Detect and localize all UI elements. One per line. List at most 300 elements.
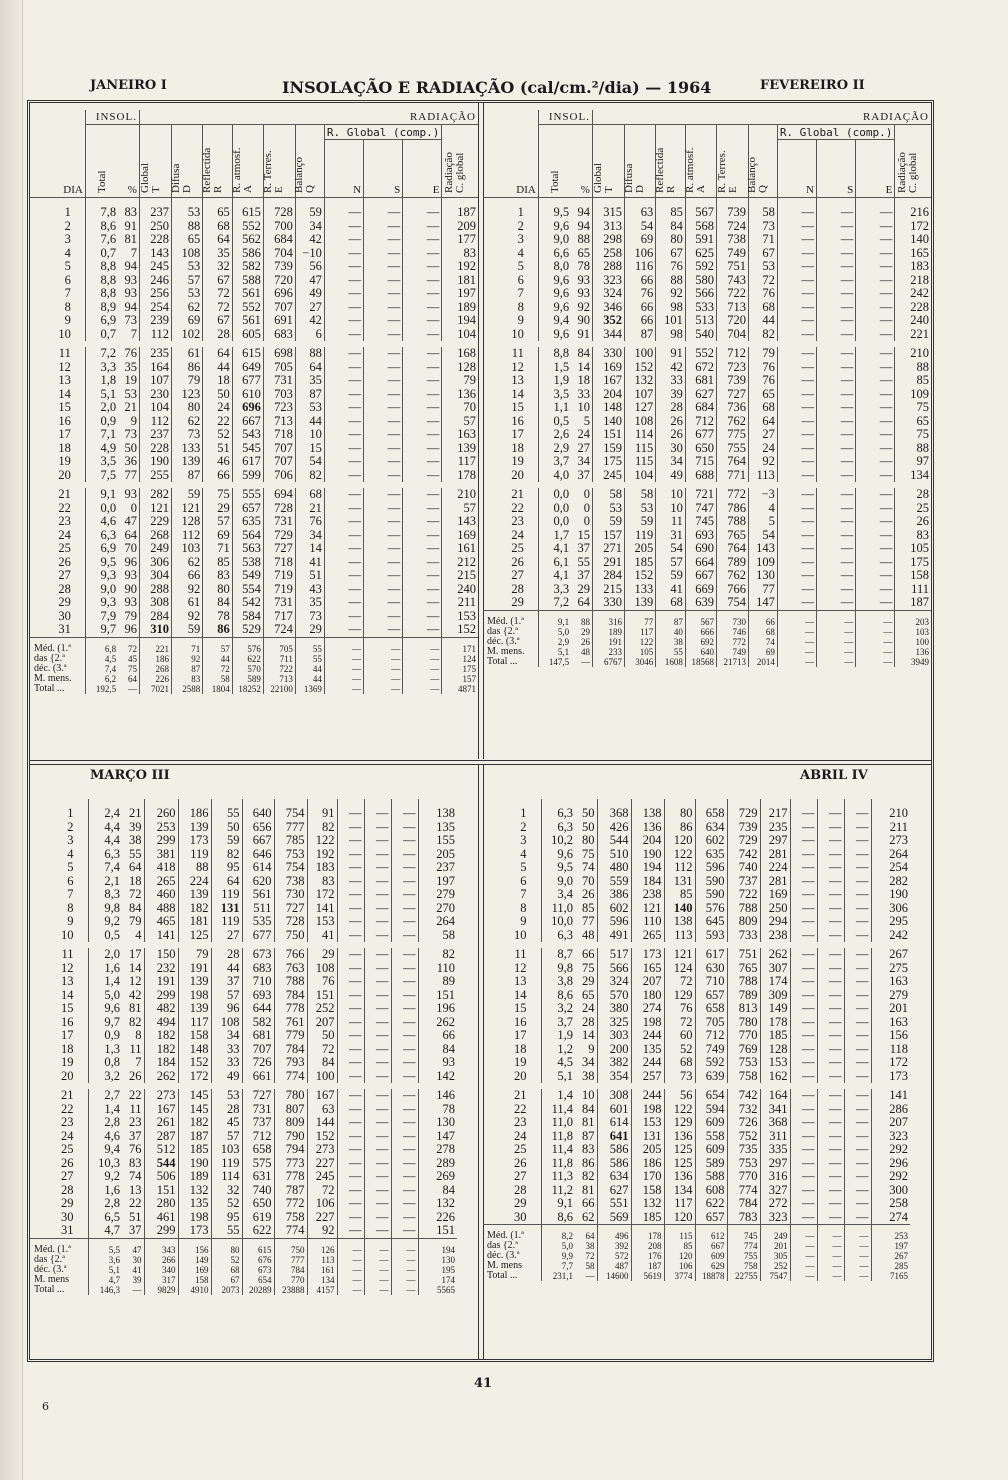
day-cell: 4	[520, 846, 527, 861]
value-cell: 151	[144, 1184, 178, 1198]
value-cell: —	[324, 233, 363, 247]
value-cell: 79	[124, 608, 137, 623]
value-cell: 644	[242, 1002, 274, 1016]
value-cell: —	[324, 583, 363, 597]
summary-value: —	[364, 1238, 391, 1255]
value-cell: 90	[124, 581, 137, 596]
value-cell: −3	[749, 488, 778, 502]
summary-value: —	[817, 657, 856, 667]
value-cell: 7,2	[85, 347, 118, 361]
value-cell: —	[844, 915, 871, 929]
value-cell: 9,6	[538, 220, 571, 234]
value-cell: —	[324, 401, 363, 415]
value-cell: 79	[178, 948, 211, 962]
day-cell: 10	[61, 927, 74, 942]
summary-value: —	[790, 1271, 817, 1281]
value-cell: —	[391, 799, 418, 821]
summary-value: 622	[232, 654, 263, 664]
value-cell: —	[856, 247, 895, 261]
value-cell: 121	[139, 502, 171, 516]
day-cell: 20	[58, 467, 71, 482]
value-cell: 153	[760, 1056, 790, 1070]
table-row	[30, 328, 478, 342]
value-cell: 122	[664, 1103, 695, 1117]
value-cell: 1,9	[538, 374, 571, 388]
value-cell: 304	[139, 569, 171, 583]
value-cell: 1,4	[88, 975, 122, 989]
summary-label: das {2.ª	[34, 1253, 65, 1265]
value-cell: 274	[631, 1002, 664, 1016]
summary-value: —	[391, 1238, 418, 1255]
summary-row	[483, 610, 931, 627]
summary-value: 7547	[760, 1271, 790, 1281]
summary-value: 4,7	[88, 1275, 122, 1285]
value-cell: 1,6	[88, 962, 122, 976]
value-cell: 794	[274, 1143, 307, 1157]
value-cell: —	[391, 1089, 418, 1103]
value-cell: 21	[124, 400, 137, 414]
value-cell: 82	[749, 328, 778, 342]
value-cell: —	[337, 1130, 364, 1144]
summary-value: 615	[242, 1238, 274, 1255]
summary-value: 1369	[295, 684, 324, 694]
value-cell: 257	[631, 1070, 664, 1084]
value-cell: 10	[577, 400, 590, 414]
value-cell: 130	[749, 569, 778, 583]
table-row	[483, 1184, 910, 1198]
value-cell: 13	[129, 1182, 142, 1197]
value-cell: 280	[144, 1197, 178, 1211]
value-cell: 85	[582, 900, 595, 915]
value-cell: —	[324, 529, 363, 543]
value-cell: 148	[178, 1043, 211, 1057]
value-cell: —	[817, 502, 856, 516]
summary-value: 305	[760, 1251, 790, 1261]
value-cell: 150	[144, 948, 178, 962]
value-cell: 52	[203, 428, 232, 442]
value-cell: 69	[172, 314, 203, 328]
summary-value: 784	[274, 1265, 307, 1275]
value-cell: 713	[263, 415, 295, 429]
value-cell: 286	[871, 1103, 910, 1117]
summary-value: 609	[695, 1251, 727, 1261]
value-cell: —	[337, 915, 364, 929]
value-cell: —	[817, 361, 856, 375]
value-cell: —	[856, 274, 895, 288]
value-cell: 163	[871, 1016, 910, 1030]
value-cell: 38	[582, 1068, 595, 1083]
summary-value: —	[364, 664, 403, 674]
value-cell: 24	[577, 427, 590, 441]
value-cell: 148	[592, 401, 624, 415]
value-cell: 80	[203, 583, 232, 597]
value-cell: —	[790, 1029, 817, 1043]
table-row	[30, 1016, 457, 1030]
summary-value: 4,5	[85, 654, 118, 664]
value-cell: 133	[625, 583, 656, 597]
value-cell: 211	[442, 596, 478, 610]
value-cell: 138	[418, 799, 457, 821]
value-cell: —	[817, 1043, 844, 1057]
value-cell: —	[856, 347, 895, 361]
value-cell: 162	[760, 1070, 790, 1084]
value-cell: —	[790, 1070, 817, 1084]
summary-value: 267	[871, 1251, 910, 1261]
value-cell: 92	[172, 610, 203, 624]
summary-value: —	[127, 683, 137, 694]
value-cell: 37	[129, 1128, 142, 1143]
value-cell: 182	[144, 1029, 178, 1043]
value-cell: 777	[274, 821, 307, 835]
value-cell: —	[364, 428, 403, 442]
summary-row	[483, 1225, 910, 1242]
value-cell: 112	[172, 529, 203, 543]
value-cell: 57	[442, 415, 478, 429]
value-cell: 580	[685, 274, 716, 288]
value-cell: 545	[232, 442, 263, 456]
value-cell: 1,9	[541, 1029, 575, 1043]
value-cell: —	[391, 1197, 418, 1211]
value-cell: 50	[124, 440, 137, 455]
value-cell: 196	[418, 1002, 457, 1016]
value-cell: 124	[664, 962, 695, 976]
value-cell: 535	[242, 915, 274, 929]
value-cell: —	[337, 1197, 364, 1211]
table-row	[30, 529, 478, 543]
value-cell: 710	[695, 975, 727, 989]
value-cell: 551	[597, 1197, 631, 1211]
value-cell: 65	[749, 388, 778, 402]
value-cell: —	[403, 515, 442, 529]
summary-value: —	[844, 1271, 871, 1281]
value-cell: —	[337, 1089, 364, 1103]
table-row	[483, 556, 931, 570]
summary-value: —	[844, 1261, 871, 1271]
column-header-reflectida: Reflectida R	[203, 125, 232, 198]
summary-value: 92	[172, 654, 203, 664]
value-cell: 142	[418, 1070, 457, 1084]
value-cell: 197	[442, 287, 478, 301]
value-cell: 59	[172, 623, 203, 637]
value-cell: 224	[178, 875, 211, 889]
day-cell: 17	[511, 427, 524, 441]
value-cell: 47	[295, 274, 324, 288]
summary-value: 777	[274, 1255, 307, 1265]
value-cell: 656	[242, 821, 274, 835]
value-cell: 194	[442, 314, 478, 328]
value-cell: —	[777, 515, 816, 529]
value-cell: —	[844, 1016, 871, 1030]
value-cell: 55	[211, 1224, 242, 1238]
value-cell: 242	[871, 929, 910, 943]
value-cell: —	[391, 1170, 418, 1184]
value-cell: —	[790, 799, 817, 821]
value-cell: 7,8	[85, 198, 118, 220]
value-cell: —	[777, 556, 816, 570]
day-cell: 24	[61, 1128, 74, 1143]
value-cell: 6,6	[538, 247, 571, 261]
value-cell: 35	[295, 596, 324, 610]
value-cell: 635	[232, 515, 263, 529]
summary-label: déc. (3.ª	[34, 662, 67, 674]
value-cell: —	[403, 469, 442, 483]
summary-label: Total ...	[34, 1283, 65, 1295]
value-cell: —	[817, 455, 856, 469]
value-cell: 4,0	[538, 469, 571, 483]
summary-value: 187	[631, 1261, 664, 1271]
value-cell: 309	[760, 989, 790, 1003]
value-cell: —	[324, 328, 363, 342]
value-cell: 96	[211, 1002, 242, 1016]
summary-value: —	[844, 1251, 871, 1261]
value-cell: 755	[717, 442, 749, 456]
value-cell: 108	[211, 1016, 242, 1030]
value-cell: —	[337, 1043, 364, 1057]
day-cell: 2	[520, 819, 527, 834]
value-cell: 306	[139, 556, 171, 570]
value-cell: 719	[263, 569, 295, 583]
value-cell: 271	[592, 542, 624, 556]
value-cell: 809	[727, 915, 760, 929]
summary-value: 5,0	[538, 627, 571, 637]
day-cell: 22	[61, 1101, 74, 1116]
value-cell: 252	[307, 1002, 337, 1016]
value-cell: —	[817, 428, 856, 442]
value-cell: —	[324, 442, 363, 456]
table-row	[483, 1143, 910, 1157]
value-cell: 299	[144, 989, 178, 1003]
value-cell: 116	[625, 260, 656, 274]
summary-value: 589	[232, 674, 263, 684]
value-cell: 554	[232, 583, 263, 597]
table-row	[483, 347, 931, 361]
day-cell: 18	[58, 440, 71, 455]
table-row	[30, 583, 478, 597]
value-cell: 625	[685, 247, 716, 261]
value-cell: 270	[418, 902, 457, 916]
value-cell: 163	[871, 975, 910, 989]
value-cell: 14	[577, 359, 590, 374]
value-cell: 189	[442, 301, 478, 315]
value-cell: 52	[664, 1043, 695, 1057]
value-cell: 122	[664, 848, 695, 862]
value-cell: 11,4	[541, 1143, 575, 1157]
value-cell: 62	[172, 556, 203, 570]
value-cell: —	[364, 442, 403, 456]
value-cell: —	[403, 388, 442, 402]
value-cell: 460	[144, 888, 178, 902]
value-cell: —	[777, 220, 816, 234]
table-row	[30, 198, 478, 220]
value-cell: 563	[232, 542, 263, 556]
value-cell: —	[817, 529, 856, 543]
summary-value: —	[403, 637, 442, 654]
day-cell: 15	[511, 400, 524, 414]
table-row	[30, 556, 478, 570]
value-cell: 11,8	[541, 1130, 575, 1144]
value-cell: 65	[172, 233, 203, 247]
summary-value: 570	[232, 664, 263, 674]
value-cell: 106	[307, 1197, 337, 1211]
value-cell: 87	[625, 328, 656, 342]
table-row	[30, 260, 478, 274]
day-cell: 26	[514, 1155, 527, 1170]
column-group-rglobal: R. Global (comp.)	[777, 125, 895, 140]
day-cell: 21	[58, 487, 71, 501]
table-row	[30, 1103, 457, 1117]
column-header-balanco: Balanço Q	[295, 125, 324, 198]
value-cell: 28	[203, 328, 232, 342]
value-cell: 207	[307, 1016, 337, 1030]
value-cell: 34	[211, 1029, 242, 1043]
table-row	[30, 1056, 457, 1070]
value-cell: —	[790, 989, 817, 1003]
value-cell: —	[777, 469, 816, 483]
value-cell: 181	[178, 915, 211, 929]
value-cell: —	[403, 455, 442, 469]
value-cell: 139	[178, 821, 211, 835]
value-cell: 6,9	[85, 542, 118, 556]
value-cell: —	[391, 1184, 418, 1198]
table-row	[30, 569, 478, 583]
value-cell: 2,6	[538, 428, 571, 442]
value-cell: 88	[577, 232, 590, 246]
value-cell: 125	[664, 1143, 695, 1157]
value-cell: 211	[871, 821, 910, 835]
day-cell: 24	[514, 1128, 527, 1143]
value-cell: —	[364, 274, 403, 288]
value-cell: 297	[760, 834, 790, 848]
value-cell: —	[403, 347, 442, 361]
value-cell: 323	[592, 274, 624, 288]
value-cell: —	[790, 1043, 817, 1057]
day-cell: 4	[517, 245, 524, 260]
value-cell: 0,9	[85, 415, 118, 429]
value-cell: 151	[418, 1224, 457, 1238]
value-cell: 780	[727, 1016, 760, 1030]
value-cell: 710	[242, 975, 274, 989]
table-row	[483, 1056, 910, 1070]
value-cell: 85	[656, 198, 686, 220]
summary-value: 268	[139, 664, 171, 674]
value-cell: —	[364, 314, 403, 328]
day-cell: 31	[61, 1223, 74, 1237]
value-cell: 64	[749, 415, 778, 429]
data-table	[30, 110, 478, 694]
value-cell: 91	[577, 326, 590, 341]
value-cell: —	[364, 301, 403, 315]
value-cell: 30	[656, 442, 686, 456]
summary-value: 57	[203, 637, 232, 654]
value-cell: 657	[232, 502, 263, 516]
value-cell: 26	[129, 1068, 142, 1083]
value-cell: 786	[717, 502, 749, 516]
value-cell: 646	[242, 848, 274, 862]
value-cell: —	[817, 388, 856, 402]
summary-value: 673	[242, 1265, 274, 1275]
summary-value: 18252	[232, 684, 263, 694]
summary-value: 124	[442, 654, 478, 664]
day-cell: 6	[64, 272, 71, 287]
value-cell: 119	[211, 915, 242, 929]
value-cell: —	[777, 347, 816, 361]
value-cell: 9,8	[88, 902, 122, 916]
value-cell: 93	[418, 1056, 457, 1070]
column-group-radiacao: RADIAÇÃO	[592, 110, 931, 125]
value-cell: 517	[597, 948, 631, 962]
table-row	[483, 915, 910, 929]
value-cell: 85	[203, 556, 232, 570]
summary-row	[483, 657, 931, 667]
value-cell: 738	[717, 233, 749, 247]
value-cell: 704	[717, 328, 749, 342]
table-row	[483, 287, 931, 301]
value-cell: —	[817, 301, 856, 315]
value-cell: —	[777, 328, 816, 342]
table-row	[483, 1211, 910, 1225]
value-cell: 731	[263, 374, 295, 388]
table-row	[30, 415, 478, 429]
value-cell: 113	[749, 469, 778, 483]
summary-value: 392	[597, 1241, 631, 1251]
value-cell: 2,4	[88, 799, 122, 821]
value-cell: 561	[242, 888, 274, 902]
value-cell: 235	[760, 821, 790, 835]
day-cell: 17	[58, 427, 71, 441]
summary-row	[483, 1251, 910, 1261]
summary-value: 113	[307, 1255, 337, 1265]
value-cell: —	[777, 198, 816, 220]
value-cell: 313	[592, 220, 624, 234]
value-cell: 112	[139, 415, 171, 429]
summary-value: 18568	[685, 657, 716, 667]
value-cell: 107	[625, 388, 656, 402]
summary-value: —	[364, 654, 403, 664]
summary-value: —	[790, 1241, 817, 1251]
day-cell: 10	[58, 326, 71, 341]
value-cell: 2,7	[88, 1089, 122, 1103]
value-cell: 139	[442, 442, 478, 456]
day-cell: 21	[514, 1088, 527, 1102]
value-cell: 56	[295, 260, 324, 274]
summary-value: —	[856, 637, 895, 647]
value-cell: 0	[583, 500, 590, 515]
value-cell: 62	[172, 415, 203, 429]
value-cell: —	[403, 596, 442, 610]
value-cell: 5	[583, 413, 590, 428]
value-cell: —	[391, 875, 418, 889]
value-cell: —	[364, 415, 403, 429]
value-cell: 749	[717, 247, 749, 261]
value-cell: 245	[307, 1170, 337, 1184]
value-cell: 677	[242, 929, 274, 943]
value-cell: 639	[685, 596, 716, 610]
value-cell: —	[844, 875, 871, 889]
value-cell: 751	[727, 948, 760, 962]
summary-label: M. mens	[34, 1273, 69, 1285]
day-cell: 11	[511, 346, 524, 360]
table-row	[483, 875, 910, 889]
value-cell: 728	[263, 198, 295, 220]
summary-label: Méd. (1.ª	[30, 1238, 88, 1255]
value-cell: 139	[172, 455, 203, 469]
value-cell: 149	[760, 1002, 790, 1016]
day-cell: 26	[58, 554, 71, 569]
value-cell: —	[391, 1224, 418, 1238]
value-cell: 249	[139, 542, 171, 556]
value-cell: 73	[664, 1070, 695, 1084]
value-cell: —	[364, 469, 403, 483]
